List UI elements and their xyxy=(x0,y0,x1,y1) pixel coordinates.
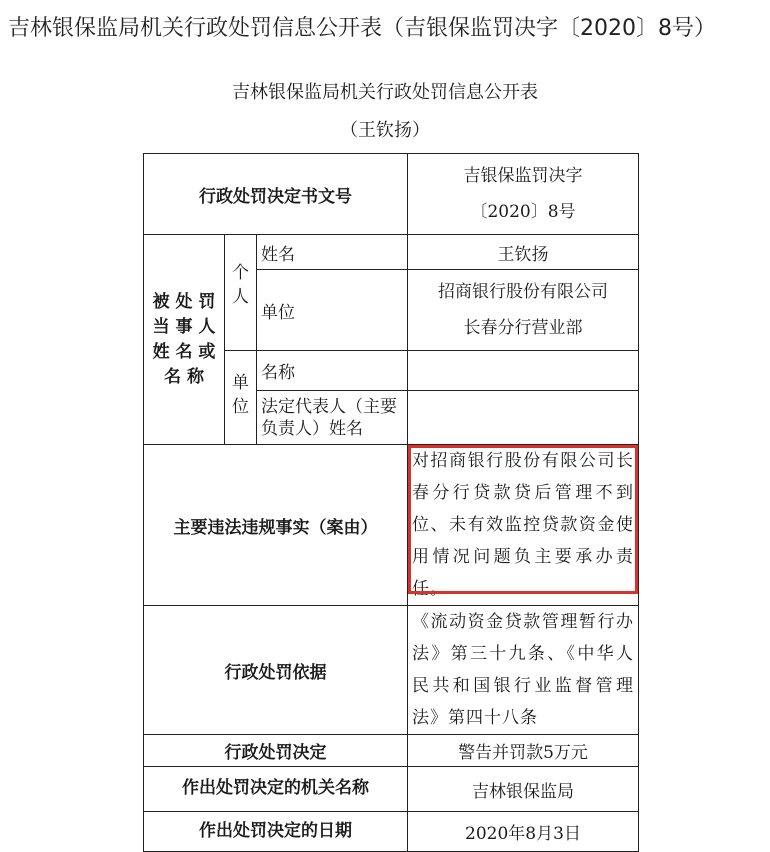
penalty-table xyxy=(143,153,639,852)
party-label-line3: 姓 名 或 xyxy=(152,341,216,362)
page-title: 吉林银保监局机关行政处罚信息公开表（吉银保监罚决字〔2020〕8号） xyxy=(8,16,716,41)
org-name-label: 名称 xyxy=(257,351,408,391)
date-label: 作出处罚决定的日期 xyxy=(144,812,408,852)
org-name-value xyxy=(408,351,639,391)
org-label-1: 单 xyxy=(232,373,249,393)
basis-value: 《流动资金贷款管理暂行办法》第三十九条、《中华人民共和国银行业监督管理法》第四十八条 xyxy=(408,606,639,735)
basis-label: 行政处罚依据 xyxy=(144,606,408,735)
individual-label xyxy=(225,235,257,351)
party-label-line1: 被 处 罚 xyxy=(152,291,216,312)
party-label-line4: 名 称 xyxy=(164,366,204,387)
name-value: 王钦扬 xyxy=(408,235,639,270)
authority-value: 吉林银保监局 xyxy=(408,767,639,812)
date-value: 2020年8月3日 xyxy=(408,812,639,852)
unit-value-line2: 长春分行营业部 xyxy=(463,318,583,338)
decision-label: 行政处罚决定 xyxy=(144,735,408,767)
decision-value: 警告并罚款5万元 xyxy=(408,735,639,767)
decision-no-value xyxy=(408,154,639,235)
org-label xyxy=(225,351,257,445)
decision-no-line1: 吉银保监罚决字 xyxy=(463,166,583,186)
authority-label: 作出处罚决定的机关名称 xyxy=(144,767,408,812)
facts-value: 对招商银行股份有限公司长春分行贷款贷后管理不到位、未有效监控贷款资金使用情况问题负主要承办责任。 xyxy=(408,445,639,606)
individual-label-1: 个 xyxy=(232,263,249,283)
unit-value xyxy=(408,270,639,351)
legal-rep-value xyxy=(408,391,639,445)
party-label xyxy=(144,235,225,445)
unit-value-line1: 招商银行股份有限公司 xyxy=(438,282,608,302)
unit-label: 单位 xyxy=(257,270,408,351)
document-title: 吉林银保监局机关行政处罚信息公开表 xyxy=(232,82,538,103)
individual-label-2: 人 xyxy=(232,287,249,307)
legal-rep-label: 法定代表人（主要负责人）姓名 xyxy=(257,391,408,445)
decision-no-line2: 〔2020〕8号 xyxy=(470,202,576,222)
decision-no-label: 行政处罚决定书文号 xyxy=(144,154,408,235)
facts-label: 主要违法违规事实（案由） xyxy=(144,445,408,606)
party-label-line2: 当 事 人 xyxy=(152,316,216,337)
name-label: 姓名 xyxy=(257,235,408,270)
org-label-2: 位 xyxy=(232,397,249,417)
document-subtitle: （王钦扬） xyxy=(340,120,430,141)
